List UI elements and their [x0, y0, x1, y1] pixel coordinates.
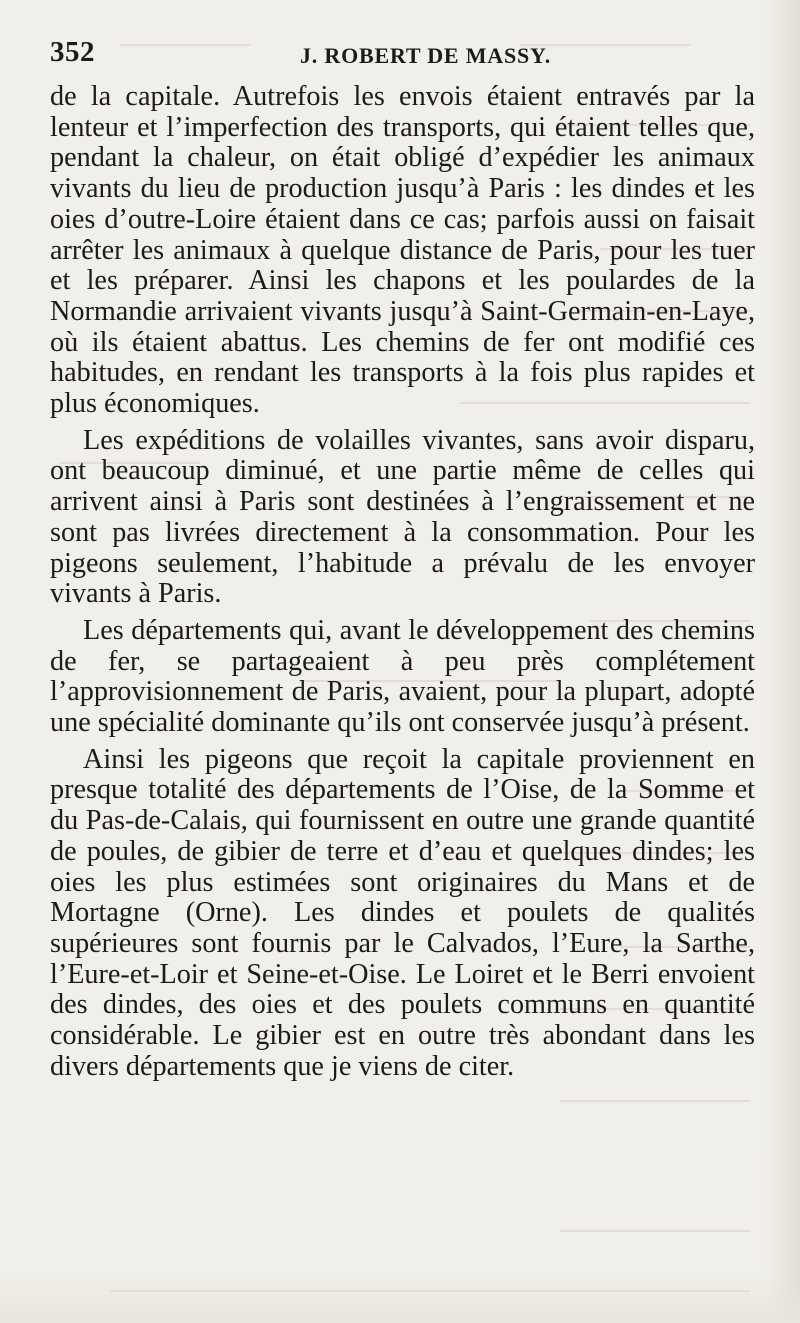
page-edge-shadow [766, 0, 800, 1323]
page-header [50, 36, 690, 72]
bottom-shadow [0, 1273, 800, 1323]
paragraph-4: Ainsi les pigeons que reçoit la capitale proviennent en presque totalité des départements de l’Oise, de la Somme et du Pas-de-Calais, qui fournissent en outre une grande quantité de poules, de gibier de terre et d’eau et quelques dindes; les oies les plus estimées sont originaires du Mans et de Mortagne (Orne). Les dindes et poulets de qualités supérieures sont fournis par le Calvados, l’Eure, la Sarthe, l’Eure-et-Loir et Seine-et-Oise. Le Loiret et le Berri envoient des dindes, des oies et des poulets communs en quantité considérable. Le gibier est en outre très abondant dans les divers départements que je viens de citer. [50, 743, 755, 1082]
paragraph-3: Les départements qui, avant le développement des chemins de fer, se partageaient à peu près complétement l’approvisionnement de Paris, avaient, pour la plupart, adopté une spécialité dominante qu’ils ont conservée jusqu’à présent. [50, 614, 755, 739]
paragraph-1: de la capitale. Autrefois les envois étaient entravés par la lenteur et l’imperfection des transports, qui étaient telles que, pendant la chaleur, on était obligé d’expédier les animaux vivants du lieu de production jusqu’à Paris : les dindes et les oies d’outre-Loire étaient dans ce cas; parfois aussi on faisait arrêter les animaux à quelque distance de Paris, pour les tuer et les préparer. Ainsi les chapons et les poulardes de la Normandie arrivaient vivants jusqu’à Saint-Germain-en-Laye, où ils étaient abattus. Les chemins de fer ont modifié ces habitudes, en rendant les transports à la fois plus rapides et plus économiques. [50, 81, 755, 420]
paragraph-2: Les expéditions de volailles vivantes, sans avoir disparu, ont beaucoup diminué, et une partie même de celles qui arrivent ainsi à Paris sont destinées à l’engraissement et ne sont pas livrées directement à la consommation. Pour les pigeons seulement, l’habitude a prévalu de les envoyer vivants à Paris. [50, 424, 755, 610]
running-head: J. ROBERT DE MASSY. [300, 43, 551, 68]
page-number: 352 [50, 36, 95, 68]
body-text [50, 82, 755, 1083]
